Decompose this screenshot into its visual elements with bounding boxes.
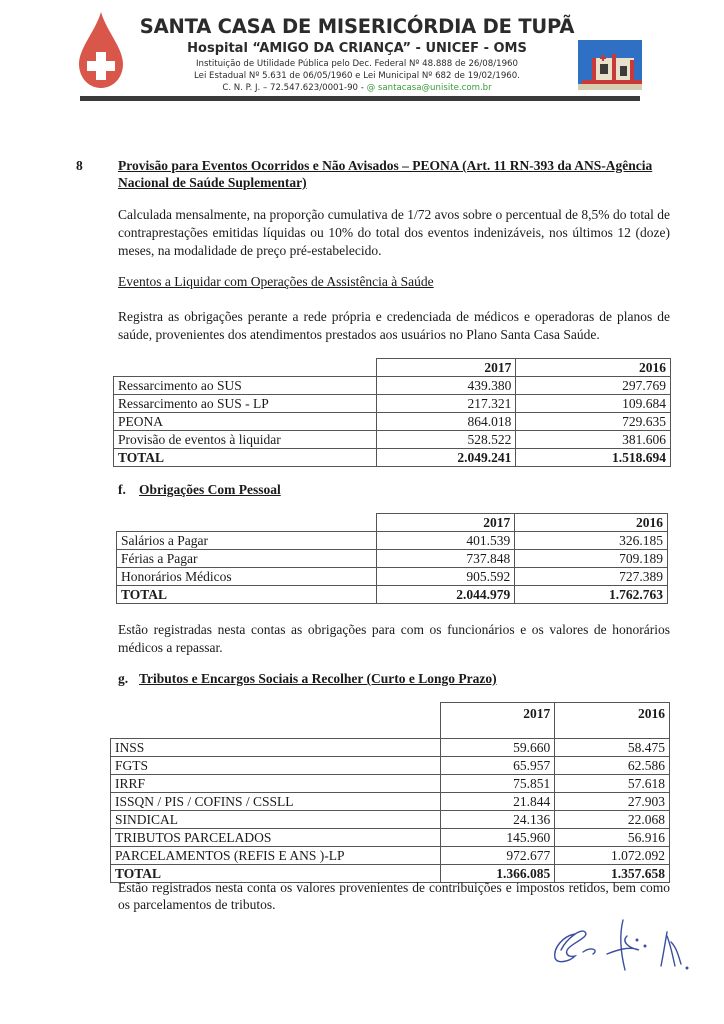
table-row bbox=[117, 568, 668, 586]
total-label: TOTAL bbox=[114, 449, 377, 467]
table-row bbox=[114, 395, 671, 413]
table-row bbox=[114, 431, 671, 449]
taxes-note: Estão registrados nesta conta os valores provenientes de contribuições e impostos retidos, bem como os parcelamentos de tributos. bbox=[118, 880, 670, 912]
cnpj-line bbox=[122, 83, 592, 93]
value-2017: 401.539 bbox=[376, 532, 515, 550]
section-f-title: Obrigações Com Pessoal bbox=[139, 482, 281, 497]
row-label: FGTS bbox=[111, 757, 441, 775]
section-letter: f. bbox=[118, 482, 126, 497]
col-header-2017: 2017 bbox=[376, 514, 515, 532]
value-2016: 729.635 bbox=[516, 413, 671, 431]
value-2017: 75.851 bbox=[440, 775, 555, 793]
blood-drop-cross-icon bbox=[75, 10, 127, 90]
col-header-2016: 2016 bbox=[555, 703, 670, 739]
row-label: PARCELAMENTOS (REFIS E ANS )-LP bbox=[111, 847, 441, 865]
row-label: Provisão de eventos à liquidar bbox=[114, 431, 377, 449]
taxes-table bbox=[110, 702, 670, 883]
email-icon: @ bbox=[366, 83, 376, 93]
header-blank bbox=[111, 703, 441, 739]
col-header-2016: 2016 bbox=[515, 514, 668, 532]
total-label: TOTAL bbox=[111, 865, 441, 883]
total-2017: 2.044.979 bbox=[376, 586, 515, 604]
table-row bbox=[114, 377, 671, 395]
value-2016: 381.606 bbox=[516, 431, 671, 449]
law-line: Lei Estadual Nº 5.631 de 06/05/1960 e Lei Municipal Nº 682 de 19/02/1960. bbox=[194, 71, 520, 81]
value-2016: 1.072.092 bbox=[555, 847, 670, 865]
header-divider bbox=[80, 96, 640, 101]
total-2017: 1.366.085 bbox=[440, 865, 555, 883]
personnel-note: Estão registradas nesta contas as obrigações para com os funcionários e os valores de honorários médicos a repassar. bbox=[118, 622, 670, 655]
table-row bbox=[111, 847, 670, 865]
events-paragraph: Registra as obrigações perante a rede própria e credenciada de médicos e operadoras de planos de saúde, provenientes dos atendimentos prestados aos usuários no Plano Santa Casa Saúde. bbox=[118, 309, 670, 342]
decree-line: Instituição de Utilidade Pública pelo Dec. Federal Nº 48.888 de 26/08/1960 bbox=[196, 59, 518, 69]
value-2017: 145.960 bbox=[440, 829, 555, 847]
table-row bbox=[111, 775, 670, 793]
total-row bbox=[114, 449, 671, 467]
signature-icon bbox=[545, 912, 705, 972]
section-g-title: Tributos e Encargos Sociais a Recolher (Curto e Longo Prazo) bbox=[139, 671, 497, 686]
table-row bbox=[114, 413, 671, 431]
email-link[interactable]: santacasa@unisite.com.br bbox=[377, 83, 492, 93]
table-row bbox=[111, 829, 670, 847]
value-2017: 24.136 bbox=[440, 811, 555, 829]
value-2016: 27.903 bbox=[555, 793, 670, 811]
value-2017: 21.844 bbox=[440, 793, 555, 811]
table-row bbox=[111, 811, 670, 829]
col-header-2016: 2016 bbox=[516, 359, 671, 377]
value-2016: 58.475 bbox=[555, 739, 670, 757]
table-header-row bbox=[117, 514, 668, 532]
section-number: 8 bbox=[76, 158, 83, 173]
value-2017: 905.592 bbox=[376, 568, 515, 586]
row-label: Salários a Pagar bbox=[117, 532, 377, 550]
section-g-heading bbox=[118, 671, 497, 687]
row-label: SINDICAL bbox=[111, 811, 441, 829]
value-2016: 22.068 bbox=[555, 811, 670, 829]
table-row bbox=[117, 532, 668, 550]
col-header-2017: 2017 bbox=[376, 359, 516, 377]
row-label: Honorários Médicos bbox=[117, 568, 377, 586]
table-row bbox=[111, 757, 670, 775]
hospital-subtitle: Hospital “AMIGO DA CRIANÇA” - UNICEF - OMS bbox=[187, 41, 527, 56]
total-2016: 1.357.658 bbox=[555, 865, 670, 883]
value-2017: 864.018 bbox=[376, 413, 516, 431]
events-table bbox=[113, 358, 671, 467]
table-row bbox=[117, 550, 668, 568]
total-2016: 1.518.694 bbox=[516, 449, 671, 467]
events-subheading: Eventos a Liquidar com Operações de Assistência à Saúde bbox=[118, 274, 434, 289]
value-2016: 57.618 bbox=[555, 775, 670, 793]
value-2016: 297.769 bbox=[516, 377, 671, 395]
total-2017: 2.049.241 bbox=[376, 449, 516, 467]
total-row bbox=[117, 586, 668, 604]
peona-paragraph: Calculada mensalmente, na proporção cumulativa de 1/72 avos sobre o percentual de 8,5% do total de contraprestações emitidas líquidas ou 10% do total dos eventos indenizáveis, nos últimos 12 (doze) meses, na modalidade de preço pré-estabelecido. bbox=[118, 207, 670, 258]
section-8-title: Provisão para Eventos Ocorridos e Não Avisados – PEONA (Art. 11 RN-393 da ANS-Agência Nacional de Saúde Suplementar) bbox=[118, 158, 653, 190]
table-row bbox=[111, 793, 670, 811]
value-2017: 439.380 bbox=[376, 377, 516, 395]
personnel-table bbox=[116, 513, 668, 604]
value-2016: 709.189 bbox=[515, 550, 668, 568]
table-row bbox=[111, 739, 670, 757]
hospital-building-photo bbox=[578, 40, 642, 90]
row-label: PEONA bbox=[114, 413, 377, 431]
value-2016: 109.684 bbox=[516, 395, 671, 413]
header-blank bbox=[117, 514, 377, 532]
value-2017: 528.522 bbox=[376, 431, 516, 449]
row-label: Ressarcimento ao SUS bbox=[114, 377, 377, 395]
table-header-row bbox=[111, 703, 670, 739]
value-2017: 737.848 bbox=[376, 550, 515, 568]
header-blank bbox=[114, 359, 377, 377]
row-label: Ressarcimento ao SUS - LP bbox=[114, 395, 377, 413]
letterhead bbox=[0, 0, 724, 100]
total-2016: 1.762.763 bbox=[515, 586, 668, 604]
value-2017: 59.660 bbox=[440, 739, 555, 757]
value-2017: 65.957 bbox=[440, 757, 555, 775]
institution-title: SANTA CASA DE MISERICÓRDIA DE TUPÃ bbox=[139, 15, 575, 38]
col-header-2017: 2017 bbox=[440, 703, 555, 739]
cnpj-text: C. N. P. J. – 72.547.623/0001-90 - bbox=[222, 83, 367, 93]
row-label: Férias a Pagar bbox=[117, 550, 377, 568]
value-2016: 727.389 bbox=[515, 568, 668, 586]
section-letter: g. bbox=[118, 671, 129, 686]
value-2016: 56.916 bbox=[555, 829, 670, 847]
value-2017: 217.321 bbox=[376, 395, 516, 413]
row-label: TRIBUTOS PARCELADOS bbox=[111, 829, 441, 847]
value-2016: 62.586 bbox=[555, 757, 670, 775]
total-label: TOTAL bbox=[117, 586, 377, 604]
row-label: ISSQN / PIS / COFINS / CSSLL bbox=[111, 793, 441, 811]
table-header-row bbox=[114, 359, 671, 377]
value-2016: 326.185 bbox=[515, 532, 668, 550]
value-2017: 972.677 bbox=[440, 847, 555, 865]
row-label: INSS bbox=[111, 739, 441, 757]
row-label: IRRF bbox=[111, 775, 441, 793]
section-f-heading bbox=[118, 482, 281, 498]
